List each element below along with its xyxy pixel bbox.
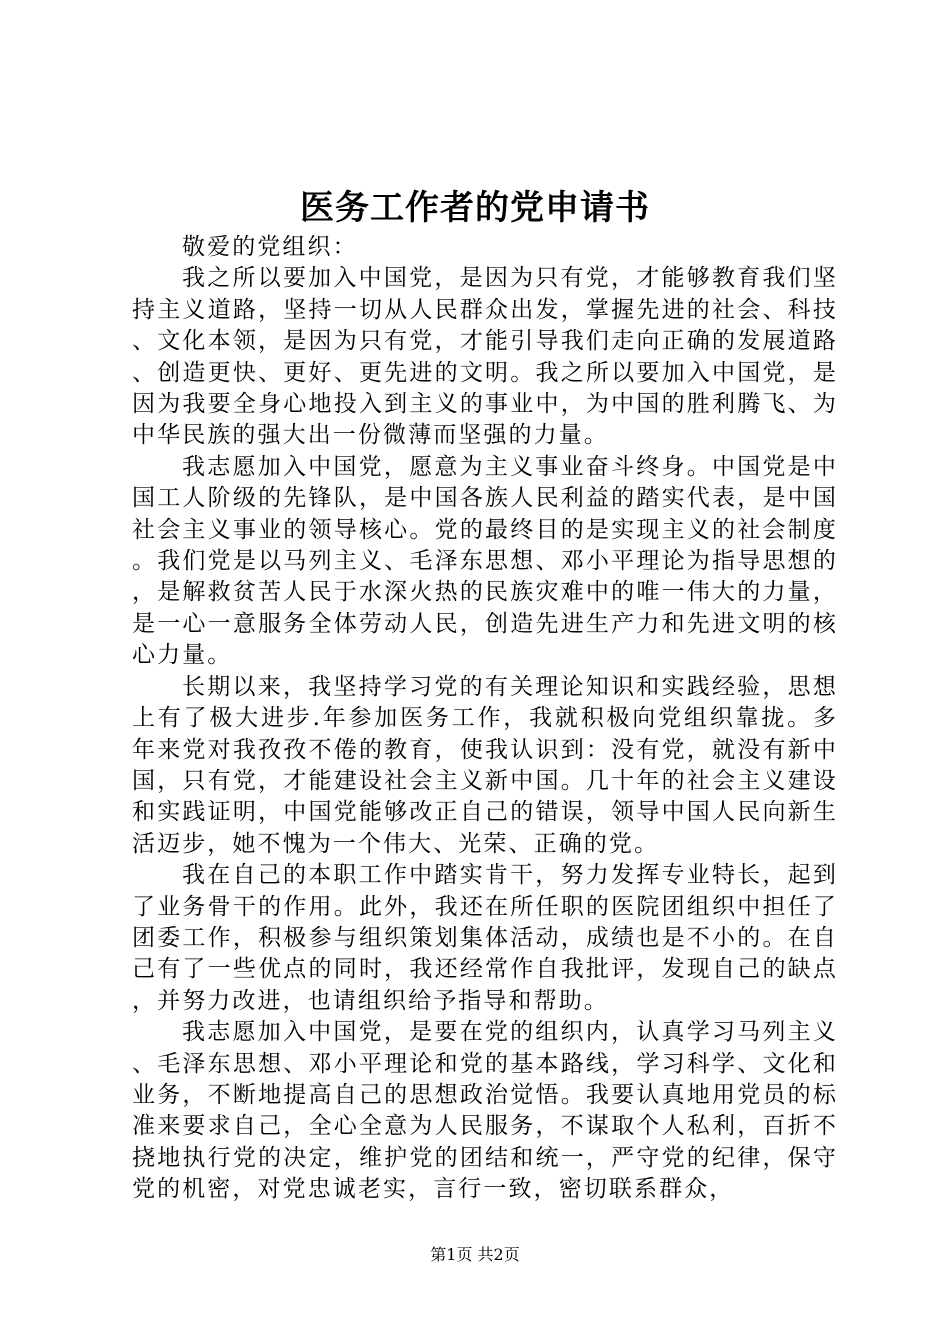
paragraph-4: 我在自己的本职工作中踏实肯干，努力发挥专业特长，起到了业务骨干的作用。此外，我还在所任职的医院团组织中担任了团委工作，积极参与组织策划集体活动，成绩也是不小的。在自己有了一些优点的同时，我还经常作自我批评，发现自己的缺点，并努力改进，也请组织给予指导和帮助。 bbox=[132, 862, 838, 1014]
paragraph-1: 我之所以要加入中国党，是因为只有党，才能够教育我们坚持主义道路，坚持一切从人民群众出发，掌握先进的社会、科技、文化本领，是因为只有党，才能引导我们走向正确的发展道路、创造更快、更好、更先进的文明。我之所以要加入中国党，是因为我要全身心地投入到主义的事业中，为中国的胜利腾飞、为中华民族的强大出一份微薄而坚强的力量。 bbox=[132, 265, 838, 449]
paragraph-5: 我志愿加入中国党，是要在党的组织内，认真学习马列主义、毛泽东思想、邓小平理论和党的基本路线，学习科学、文化和业务，不断地提高自己的思想政治觉悟。我要认真地用党员的标准来要求自己，全心全意为人民服务，不谋取个人私利，百折不挠地执行党的决定，维护党的团结和统一，严守党的纪律，保守党的机密，对党忠诚老实，言行一致，密切联系群众， bbox=[132, 1019, 838, 1203]
paragraph-2: 我志愿加入中国党，愿意为主义事业奋斗终身。中国党是中国工人阶级的先锋队，是中国各族人民利益的踏实代表，是中国社会主义事业的领导核心。党的最终目的是实现主义的社会制度。我们党是以马列主义、毛泽东思想、邓小平理论为指导思想的，是解救贫苦人民于水深火热的民族灾难中的唯一伟大的力量，是一心一意服务全体劳动人民，创造先进生产力和先进文明的核心力量。 bbox=[132, 453, 838, 669]
document-body bbox=[132, 232, 838, 1206]
document-title: 医务工作者的党申请书 bbox=[300, 188, 650, 228]
paragraph-3: 长期以来，我坚持学习党的有关理论知识和实践经验，思想上有了极大进步.年参加医务工作，我就积极向党组织靠拢。多年来党对我孜孜不倦的教育，使我认识到：没有党，就没有新中国，只有党，才能建设社会主义新中国。几十年的社会主义建设和实践证明，中国党能够改正自己的错误，领导中国人民向新生活迈步，她不愧为一个伟大、光荣、正确的党。 bbox=[132, 673, 838, 857]
salutation: 敬爱的党组织： bbox=[182, 234, 358, 260]
page-number-footer: 第1页 共2页 bbox=[430, 1245, 520, 1264]
